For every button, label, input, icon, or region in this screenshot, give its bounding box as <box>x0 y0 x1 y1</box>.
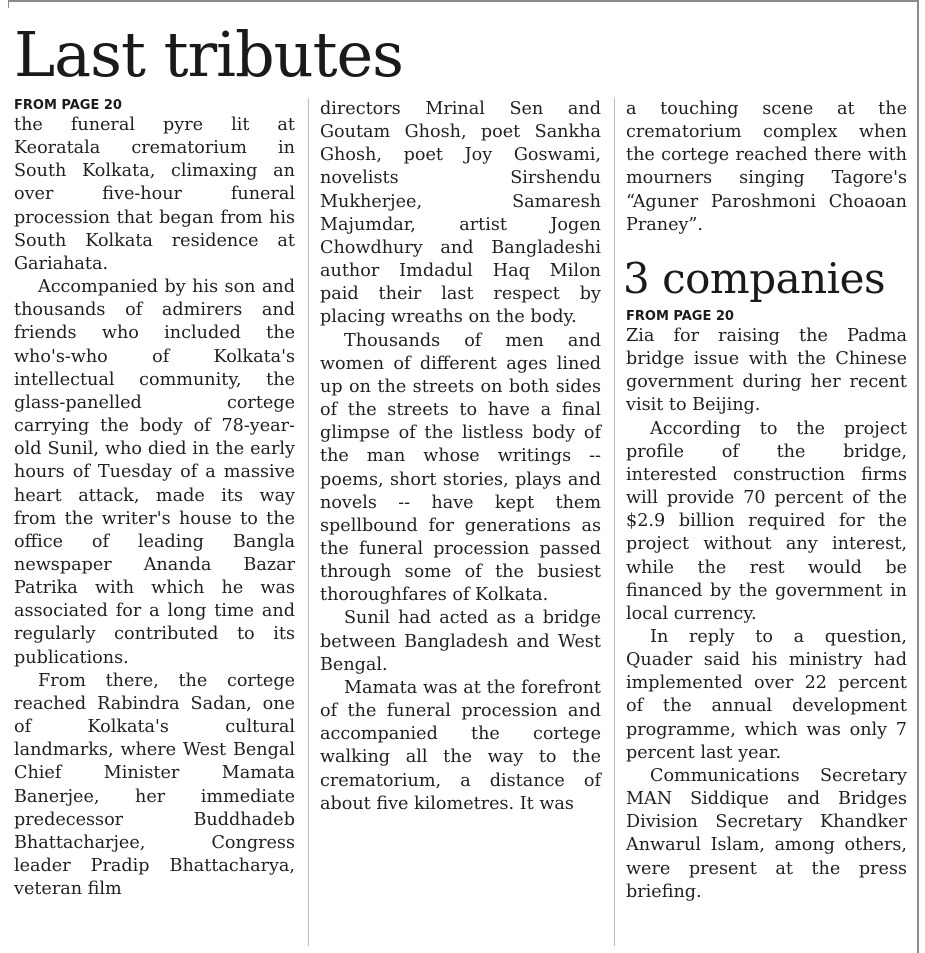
paragraph: directors Mrinal Sen and Goutam Ghosh, poet Sankha Ghosh, poet Joy Goswami, novelists Sirshendu Mukherjee, Samaresh Majumdar, artist Jogen Chowdhury and Bangladeshi author Imdadul Haq Milon paid their last respect by placing wreaths on the body. <box>320 99 601 328</box>
paragraph: Thousands of men and women of different ages lined up on the streets on both sides of the streets to have a final glimpse of the listless body of the man whose writings -- poems, short stories, plays and novels -- have kept them spellbound for generations as the funeral procession passed through some of the busiest thoroughfares of Kolkata. <box>320 330 601 606</box>
paragraph: Sunil had acted as a bridge between Bangladesh and West Bengal. <box>320 608 601 675</box>
paragraph: Mamata was at the forefront of the funeral procession and accompanied the cortege walking all the way to the crematorium, a distance of about five kilometres. It was <box>320 677 601 814</box>
paragraph: the funeral pyre lit at Keoratala crematorium in South Kolkata, climaxing an over five-hour funeral procession that began from his South Kolkata residence at Gariahata. <box>14 115 295 274</box>
column-1 <box>14 98 295 901</box>
frame-left-border <box>8 0 9 8</box>
frame-right-border <box>917 0 919 953</box>
jump-label-from-page: FROM PAGE 20 <box>626 308 734 324</box>
column-rule-1 <box>308 98 309 946</box>
paragraph: Accompanied by his son and thousands of admirers and friends who included the who's-who of Kolkata's intellectual community, the glass-panelled cortege carrying the body of 78-year-old Sunil, who died in the early hours of Tuesday of a massive heart attack, made its way from the writer's house to the office of leading Bangla newspaper Ananda Bazar Patrika with which he was associated for a long time and regularly contributed to its publications. <box>14 277 295 668</box>
jump-label-from-page: FROM PAGE 20 <box>14 98 122 113</box>
paragraph: a touching scene at the crematorium complex when the cortege reached there with mourners singing Tagore's “Aguner Paroshmoni Choaoan Praney”. <box>626 99 907 235</box>
paragraph: Communications Secretary MAN Siddique and Bridges Division Secretary Khandker Anwarul Islam, among others, were present at the press briefing. <box>626 765 907 902</box>
paragraph: In reply to a question, Quader said his ministry had implemented over 22 percent of the annual development programme, which was only 7 percent last year. <box>626 626 907 763</box>
paragraph: According to the project profile of the bridge, interested construction firms will provide 70 percent of the $2.9 billion required for the project without any interest, while the rest would be financed by the government in local currency. <box>626 418 907 624</box>
headline-3-companies: 3 companies <box>623 253 886 303</box>
column-rule-2 <box>614 98 615 946</box>
column-3 <box>623 98 907 904</box>
headline-last-tributes: Last tributes <box>14 18 404 91</box>
frame-top-border <box>8 0 918 2</box>
paragraph: Zia for raising the Padma bridge issue with the Chinese government during her recent visit to Beijing. <box>626 325 907 416</box>
paragraph: From there, the cortege reached Rabindra Sadan, one of Kolkata's cultural landmarks, where West Bengal Chief Minister Mamata Banerjee, her immediate predecessor Buddhadeb Bhattacharjee, Congress leader Pradip Bhattacharya, veteran film <box>14 670 295 900</box>
column-2 <box>320 98 601 816</box>
